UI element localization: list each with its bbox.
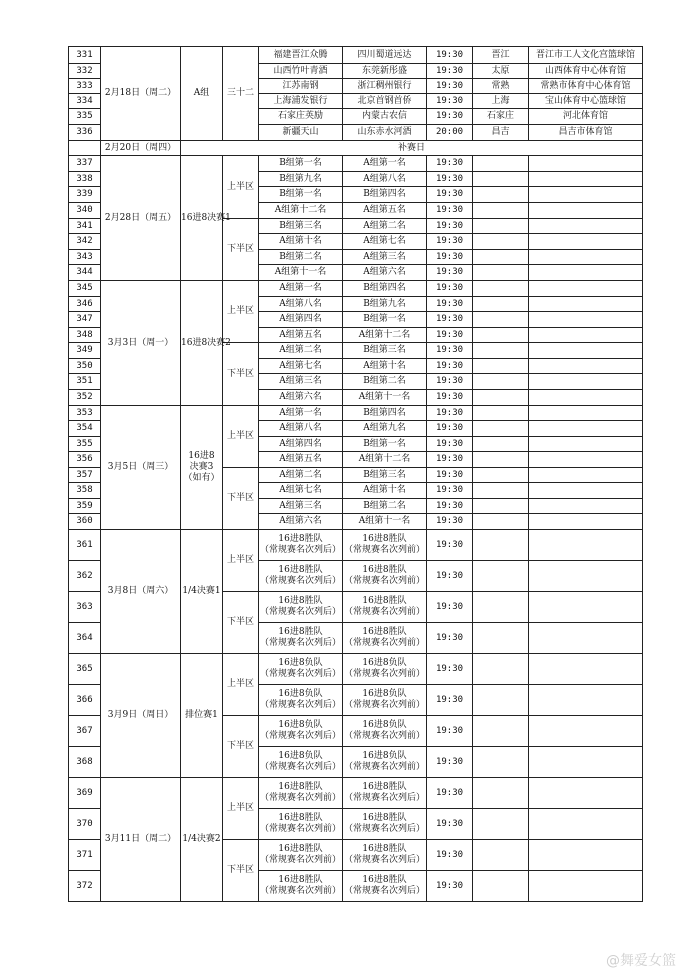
match-date: 2月20日（周四） — [101, 141, 181, 156]
away-team: B组第一名 — [343, 312, 427, 328]
bracket-half: 下半区 — [223, 343, 259, 406]
team-note: （常规赛名次列后） — [343, 855, 425, 865]
match-time: 19:30 — [427, 328, 473, 343]
match-number: 347 — [69, 312, 101, 328]
team-line: 16进8胜队 — [362, 596, 407, 606]
match-time: 19:30 — [427, 685, 473, 716]
team-line: 16进8负队 — [278, 689, 323, 699]
match-date: 3月5日（周三） — [101, 406, 181, 530]
away-team — [343, 592, 427, 623]
match-time: 19:30 — [427, 234, 473, 250]
bracket-half: 下半区 — [223, 840, 259, 902]
home-team: A组第五名 — [259, 328, 343, 343]
home-team: A组第八名 — [259, 421, 343, 437]
away-team: A组第十名 — [343, 359, 427, 374]
team-note: （常规赛名次列前） — [343, 576, 425, 586]
home-team: A组第二名 — [259, 343, 343, 359]
match-number: 334 — [69, 94, 101, 109]
team-note: （常规赛名次列后） — [259, 545, 341, 555]
bracket-half: 上半区 — [223, 654, 259, 716]
home-team: A组第六名 — [259, 390, 343, 406]
away-team: A组第十名 — [343, 483, 427, 499]
match-date: 2月18日（周二） — [101, 47, 181, 141]
team-line: 16进8胜队 — [362, 565, 407, 575]
away-team: B组第九名 — [343, 297, 427, 312]
match-number: 370 — [69, 809, 101, 840]
match-time: 20:00 — [427, 125, 473, 141]
away-team: B组第四名 — [343, 281, 427, 297]
match-time: 19:30 — [427, 156, 473, 172]
match-time: 19:30 — [427, 374, 473, 390]
home-team — [259, 654, 343, 685]
match-venue: 昌吉市体育馆 — [529, 125, 643, 141]
match-date: 2月28日（周五） — [101, 156, 181, 281]
home-team — [259, 840, 343, 871]
team-note: （常规赛名次列后） — [259, 669, 341, 679]
match-number: 355 — [69, 437, 101, 452]
match-venue: 宝山体育中心篮球馆 — [529, 94, 643, 109]
home-team: B组第一名 — [259, 187, 343, 203]
away-team: A组第十一名 — [343, 514, 427, 530]
away-team — [343, 747, 427, 778]
match-number: 353 — [69, 406, 101, 421]
match-time: 19:30 — [427, 716, 473, 747]
home-team: A组第一名 — [259, 406, 343, 421]
match-time: 19:30 — [427, 64, 473, 79]
match-number: 351 — [69, 374, 101, 390]
team-line: 16进8胜队 — [362, 782, 407, 792]
match-time: 19:30 — [427, 809, 473, 840]
match-number: 360 — [69, 514, 101, 530]
match-time: 19:30 — [427, 561, 473, 592]
home-team: 新疆天山 — [259, 125, 343, 141]
match-number: 363 — [69, 592, 101, 623]
match-time: 19:30 — [427, 250, 473, 265]
match-stage: A组 — [181, 47, 223, 141]
home-team: 福建晋江众腾 — [259, 47, 343, 64]
match-time: 19:30 — [427, 514, 473, 530]
away-team: B组第四名 — [343, 187, 427, 203]
away-team — [343, 623, 427, 654]
home-team — [259, 623, 343, 654]
match-time: 19:30 — [427, 281, 473, 297]
away-team: A组第十二名 — [343, 328, 427, 343]
away-team: B组第二名 — [343, 499, 427, 514]
team-note: （常规赛名次列前） — [343, 607, 425, 617]
away-team: 内蒙古农信 — [343, 109, 427, 125]
home-team — [259, 561, 343, 592]
table-row — [69, 47, 643, 64]
team-note: （常规赛名次列前） — [259, 886, 341, 896]
table-row — [69, 778, 643, 809]
away-team: 山东赤水河酒 — [343, 125, 427, 141]
makeup-day-note: 补赛日 — [181, 141, 643, 156]
match-time: 19:30 — [427, 421, 473, 437]
match-time: 19:30 — [427, 452, 473, 468]
match-number: 367 — [69, 716, 101, 747]
table-row — [69, 141, 643, 156]
team-line: 16进8负队 — [278, 720, 323, 730]
match-number: 364 — [69, 623, 101, 654]
away-team: B组第四名 — [343, 406, 427, 421]
match-city: 昌吉 — [473, 125, 529, 141]
table-row — [69, 654, 643, 685]
away-team — [343, 685, 427, 716]
team-line: 16进8胜队 — [362, 875, 407, 885]
table-row — [69, 530, 643, 561]
team-note: （常规赛名次列前） — [259, 855, 341, 865]
away-team — [343, 654, 427, 685]
match-time: 19:30 — [427, 343, 473, 359]
team-note: （常规赛名次列前） — [259, 793, 341, 803]
match-number: 352 — [69, 390, 101, 406]
bracket-half: 上半区 — [223, 778, 259, 840]
away-team: 东莞新彤盛 — [343, 64, 427, 79]
match-number: 331 — [69, 47, 101, 64]
match-number: 362 — [69, 561, 101, 592]
bracket-half: 下半区 — [223, 219, 259, 281]
match-time: 19:30 — [427, 499, 473, 514]
match-venue: 晋江市工人文化宫篮球馆 — [529, 47, 643, 64]
match-round: 三十二 — [223, 47, 259, 141]
bracket-half: 下半区 — [223, 716, 259, 778]
away-team: A组第十一名 — [343, 390, 427, 406]
team-note: （常规赛名次列后） — [343, 793, 425, 803]
away-team — [343, 778, 427, 809]
match-number: 348 — [69, 328, 101, 343]
match-time: 19:30 — [427, 312, 473, 328]
match-number: 346 — [69, 297, 101, 312]
match-time: 19:30 — [427, 390, 473, 406]
match-number: 368 — [69, 747, 101, 778]
away-team: A组第一名 — [343, 156, 427, 172]
away-team — [343, 840, 427, 871]
away-team: B组第三名 — [343, 343, 427, 359]
away-team: A组第三名 — [343, 250, 427, 265]
home-team: A组第十二名 — [259, 203, 343, 219]
team-note: （常规赛名次列后） — [259, 607, 341, 617]
match-number: 358 — [69, 483, 101, 499]
match-number: 342 — [69, 234, 101, 250]
away-team: 四川蜀道远达 — [343, 47, 427, 64]
watermark: @舞爱女篮 — [606, 953, 676, 969]
match-date: 3月8日（周六） — [101, 530, 181, 654]
home-team — [259, 871, 343, 902]
team-line: 16进8胜队 — [278, 844, 323, 854]
match-number: 335 — [69, 109, 101, 125]
bracket-half: 上半区 — [223, 530, 259, 592]
home-team: 山西竹叶青酒 — [259, 64, 343, 79]
home-team: A组第三名 — [259, 499, 343, 514]
away-team: A组第八名 — [343, 172, 427, 187]
away-team: B组第三名 — [343, 468, 427, 483]
team-note: （常规赛名次列前） — [343, 545, 425, 555]
away-team: B组第二名 — [343, 374, 427, 390]
home-team: A组第五名 — [259, 452, 343, 468]
match-time: 19:30 — [427, 530, 473, 561]
match-number: 343 — [69, 250, 101, 265]
team-note: （常规赛名次列后） — [343, 824, 425, 834]
match-time: 19:30 — [427, 654, 473, 685]
away-team — [343, 871, 427, 902]
home-team: A组第八名 — [259, 297, 343, 312]
match-time: 19:30 — [427, 109, 473, 125]
match-time: 19:30 — [427, 747, 473, 778]
match-stage: 1/4决赛2 — [181, 778, 223, 902]
match-time: 19:30 — [427, 592, 473, 623]
table-row — [69, 156, 643, 172]
match-time: 19:30 — [427, 187, 473, 203]
home-team: A组第二名 — [259, 468, 343, 483]
team-note: （常规赛名次列后） — [259, 638, 341, 648]
team-line: 16进8负队 — [362, 658, 407, 668]
match-city: 晋江 — [473, 47, 529, 64]
match-number: 365 — [69, 654, 101, 685]
match-time: 19:30 — [427, 219, 473, 234]
team-line: 16进8胜队 — [278, 813, 323, 823]
home-team: A组第十名 — [259, 234, 343, 250]
match-number: 336 — [69, 125, 101, 141]
match-venue: 常熟市体育中心体育馆 — [529, 79, 643, 94]
match-number: 371 — [69, 840, 101, 871]
away-team: A组第五名 — [343, 203, 427, 219]
team-note: （常规赛名次列后） — [259, 700, 341, 710]
team-note: （常规赛名次列前） — [343, 731, 425, 741]
match-number: 356 — [69, 452, 101, 468]
team-line: 16进8胜队 — [278, 596, 323, 606]
match-time: 19:30 — [427, 297, 473, 312]
match-number: 340 — [69, 203, 101, 219]
home-team: B组第九名 — [259, 172, 343, 187]
team-note: （常规赛名次列前） — [343, 669, 425, 679]
team-line: 16进8胜队 — [278, 875, 323, 885]
home-team — [259, 530, 343, 561]
home-team: A组第四名 — [259, 312, 343, 328]
match-time: 19:30 — [427, 623, 473, 654]
home-team: A组第十一名 — [259, 265, 343, 281]
match-number: 350 — [69, 359, 101, 374]
team-line: 16进8负队 — [278, 751, 323, 761]
match-city: 常熟 — [473, 79, 529, 94]
home-team — [259, 809, 343, 840]
team-note: （常规赛名次列后） — [343, 886, 425, 896]
match-number: 341 — [69, 219, 101, 234]
away-team: A组第六名 — [343, 265, 427, 281]
home-team: A组第六名 — [259, 514, 343, 530]
home-team: 石家庄英励 — [259, 109, 343, 125]
match-date: 3月11日（周二） — [101, 778, 181, 902]
stage-line: 决赛3 — [189, 462, 214, 472]
home-team: A组第三名 — [259, 374, 343, 390]
home-team: B组第三名 — [259, 219, 343, 234]
table-row — [69, 406, 643, 421]
match-time: 19:30 — [427, 778, 473, 809]
bracket-half: 上半区 — [223, 156, 259, 219]
stage-line: 16进8 — [188, 451, 215, 461]
home-team — [259, 778, 343, 809]
match-venue: 河北体育馆 — [529, 109, 643, 125]
match-time: 19:30 — [427, 265, 473, 281]
match-stage: 排位赛1 — [181, 654, 223, 778]
match-time: 19:30 — [427, 94, 473, 109]
team-line: 16进8负队 — [278, 658, 323, 668]
team-line: 16进8胜队 — [362, 844, 407, 854]
home-team: 上海浦发银行 — [259, 94, 343, 109]
team-line: 16进8胜队 — [278, 565, 323, 575]
team-line: 16进8胜队 — [362, 813, 407, 823]
match-number: 359 — [69, 499, 101, 514]
away-team — [343, 716, 427, 747]
home-team: B组第二名 — [259, 250, 343, 265]
team-note: （常规赛名次列前） — [343, 700, 425, 710]
match-time: 19:30 — [427, 871, 473, 902]
match-stage: 16进8决赛2 — [181, 281, 223, 406]
team-note: （常规赛名次列后） — [259, 576, 341, 586]
team-note: （常规赛名次列后） — [259, 762, 341, 772]
team-note: （常规赛名次列前） — [259, 824, 341, 834]
match-time: 19:30 — [427, 79, 473, 94]
match-date: 3月3日（周一） — [101, 281, 181, 406]
match-number: 349 — [69, 343, 101, 359]
team-line: 16进8胜队 — [278, 534, 323, 544]
team-line: 16进8胜队 — [362, 534, 407, 544]
schedule-table — [68, 46, 643, 902]
match-time: 19:30 — [427, 406, 473, 421]
away-team — [343, 809, 427, 840]
match-city: 石家庄 — [473, 109, 529, 125]
stage-line: （如有） — [183, 473, 220, 483]
home-team — [259, 747, 343, 778]
match-date: 3月9日（周日） — [101, 654, 181, 778]
home-team: 江苏南钢 — [259, 79, 343, 94]
match-number: 366 — [69, 685, 101, 716]
match-number: 357 — [69, 468, 101, 483]
home-team: A组第一名 — [259, 281, 343, 297]
bracket-half: 下半区 — [223, 592, 259, 654]
bracket-half: 上半区 — [223, 281, 259, 343]
away-team: 北京首钢首侨 — [343, 94, 427, 109]
away-team: 浙江稠州银行 — [343, 79, 427, 94]
match-number: 338 — [69, 172, 101, 187]
match-time: 19:30 — [427, 468, 473, 483]
match-city: 上海 — [473, 94, 529, 109]
home-team — [259, 685, 343, 716]
match-number: 345 — [69, 281, 101, 297]
match-stage: 1/4决赛1 — [181, 530, 223, 654]
match-number: 344 — [69, 265, 101, 281]
away-team — [343, 561, 427, 592]
table-row — [69, 281, 643, 297]
match-time: 19:30 — [427, 203, 473, 219]
away-team: A组第十二名 — [343, 452, 427, 468]
match-number: 354 — [69, 421, 101, 437]
away-team: A组第九名 — [343, 421, 427, 437]
home-team: A组第七名 — [259, 359, 343, 374]
away-team — [343, 530, 427, 561]
home-team: B组第一名 — [259, 156, 343, 172]
match-number: 372 — [69, 871, 101, 902]
match-city: 太原 — [473, 64, 529, 79]
team-note: （常规赛名次列前） — [343, 638, 425, 648]
away-team: A组第七名 — [343, 234, 427, 250]
team-line: 16进8负队 — [362, 689, 407, 699]
match-number: 339 — [69, 187, 101, 203]
home-team — [259, 716, 343, 747]
match-time: 19:30 — [427, 172, 473, 187]
home-team — [259, 592, 343, 623]
match-time: 19:30 — [427, 47, 473, 64]
bracket-half: 下半区 — [223, 468, 259, 530]
away-team: B组第一名 — [343, 437, 427, 452]
match-number: 369 — [69, 778, 101, 809]
match-number: 333 — [69, 79, 101, 94]
team-note: （常规赛名次列前） — [343, 762, 425, 772]
home-team: A组第四名 — [259, 437, 343, 452]
team-line: 16进8负队 — [362, 720, 407, 730]
match-number: 361 — [69, 530, 101, 561]
match-stage: 16进8决赛1 — [181, 156, 223, 281]
team-note: （常规赛名次列后） — [259, 731, 341, 741]
team-line: 16进8胜队 — [362, 627, 407, 637]
match-stage — [181, 406, 223, 530]
match-time: 19:30 — [427, 840, 473, 871]
home-team: A组第七名 — [259, 483, 343, 499]
bracket-half: 上半区 — [223, 406, 259, 468]
team-line: 16进8负队 — [362, 751, 407, 761]
match-venue: 山西体育中心体育馆 — [529, 64, 643, 79]
away-team: A组第二名 — [343, 219, 427, 234]
match-time: 19:30 — [427, 359, 473, 374]
match-number: 337 — [69, 156, 101, 172]
match-time: 19:30 — [427, 437, 473, 452]
team-line: 16进8胜队 — [278, 627, 323, 637]
match-time: 19:30 — [427, 483, 473, 499]
team-line: 16进8胜队 — [278, 782, 323, 792]
match-number: 332 — [69, 64, 101, 79]
